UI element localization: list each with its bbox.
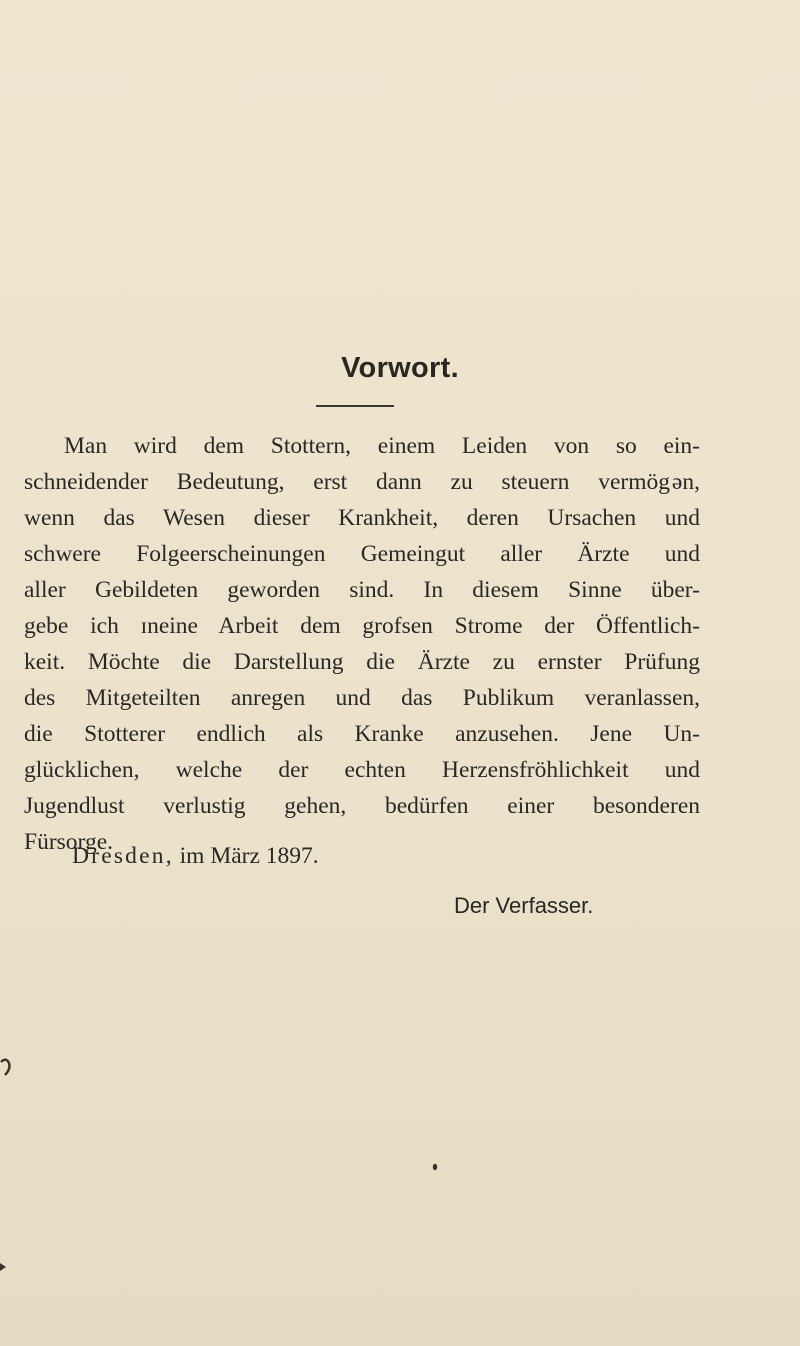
dateline-date: im März 1897. (179, 843, 319, 869)
paragraph-line: schwere Folgeerscheinungen Gemeingut aller Ärzte und (24, 541, 700, 567)
author-signature: Der Verfasser. (454, 893, 594, 918)
paragraph-line: wenn das Wesen dieser Krankheit, deren Ursachen und (24, 505, 700, 531)
dateline-place: Dresden, (72, 843, 174, 869)
scan-dot-icon (431, 1162, 439, 1172)
paragraph-line: die Stotterer endlich als Kranke anzusehen. Jene Un- (24, 721, 700, 747)
paragraph-line: schneidender Bedeutung, erst dann zu steuern vermög ǝn, (24, 469, 700, 495)
page-title: Vorwort. (341, 352, 459, 384)
paragraph-line: Man wird dem Stottern, einem Leiden von so ein- (64, 433, 700, 459)
paragraph-line: Jugendlust verlustig gehen, bedürfen einer besonderen (24, 793, 700, 819)
paragraph-line: Fürsorge. (24, 829, 113, 855)
title-divider (316, 405, 394, 407)
paragraph-line: keit. Möchte die Darstellung die Ärzte zu ernster Prüfung (24, 649, 700, 675)
paragraph-line: gebe ich ɪneine Arbeit dem grofsen Strome der Öffentlich- (24, 613, 700, 639)
preface-paragraph (24, 428, 700, 860)
scan-edge-icon (0, 1262, 8, 1272)
paragraph-line: glücklichen, welche der echten Herzensfröhlichkeit und (24, 757, 700, 783)
paragraph-line: aller Gebildeten geworden sind. In diesem Sinne über- (24, 577, 700, 603)
dateline (72, 843, 319, 870)
paragraph-line: des Mitgeteilten anregen und das Publikum veranlassen, (24, 685, 700, 711)
scan-mark-icon (0, 1058, 14, 1078)
